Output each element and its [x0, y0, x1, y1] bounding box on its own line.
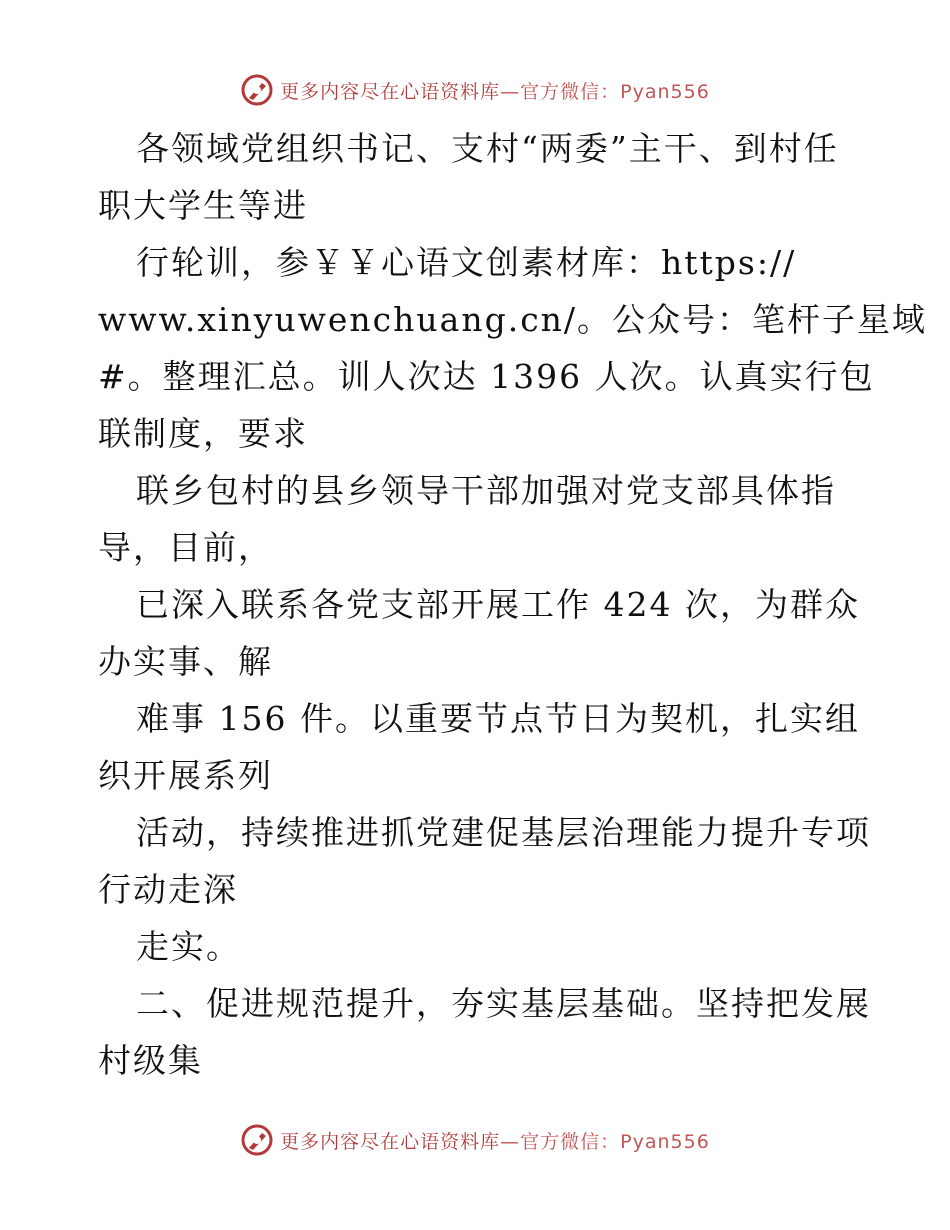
- header-banner-text: [280, 77, 710, 104]
- footer-banner-text: [280, 1127, 710, 1154]
- body-line: 联制度，要求: [98, 414, 308, 453]
- body-line: 联乡包村的县乡领导干部加强对党支部具体指: [136, 471, 836, 510]
- body-line: 导，目前，: [98, 528, 273, 567]
- footer-site-text: 更多内容尽在心语资料库: [280, 1130, 501, 1153]
- body-line: #。整理汇总。训人次达 1396 人次。认真实行包: [98, 357, 875, 396]
- red-pen-circle-icon: [240, 73, 274, 107]
- body-line: 村级集: [98, 1041, 203, 1080]
- body-line: 走实。: [136, 927, 241, 966]
- footer-wechat-text: —官方微信：Pyan556: [500, 1130, 710, 1153]
- document-body: [98, 120, 928, 1089]
- body-line: www.xinyuwenchuang.cn/。公众号：笔杆子星域: [98, 300, 928, 339]
- body-line: 难事 156 件。以重要节点节日为契机，扎实组: [136, 699, 860, 738]
- body-line: 织开展系列: [98, 756, 273, 795]
- footer-banner-inner: [240, 1123, 710, 1157]
- body-line: 行动走深: [98, 870, 238, 909]
- body-line: 办实事、解: [98, 642, 273, 681]
- header-site-text: 更多内容尽在心语资料库: [280, 80, 501, 103]
- header-banner-inner: [240, 73, 710, 107]
- body-line: 各领域党组织书记、支村“两委”主干、到村任: [136, 129, 839, 168]
- header-wechat-text: —官方微信：Pyan556: [500, 80, 710, 103]
- body-line: 已深入联系各党支部开展工作 424 次，为群众: [136, 585, 860, 624]
- footer-banner: [0, 1120, 950, 1160]
- body-line: 活动，持续推进抓党建促基层治理能力提升专项: [136, 813, 871, 852]
- body-line: 职大学生等进: [98, 186, 308, 225]
- header-banner: [0, 70, 950, 110]
- red-pen-circle-icon: [240, 1123, 274, 1157]
- body-line: 行轮训，参￥￥心语文创素材库：https://: [136, 243, 797, 282]
- body-line: 二、促进规范提升，夯实基层基础。坚持把发展: [136, 984, 871, 1023]
